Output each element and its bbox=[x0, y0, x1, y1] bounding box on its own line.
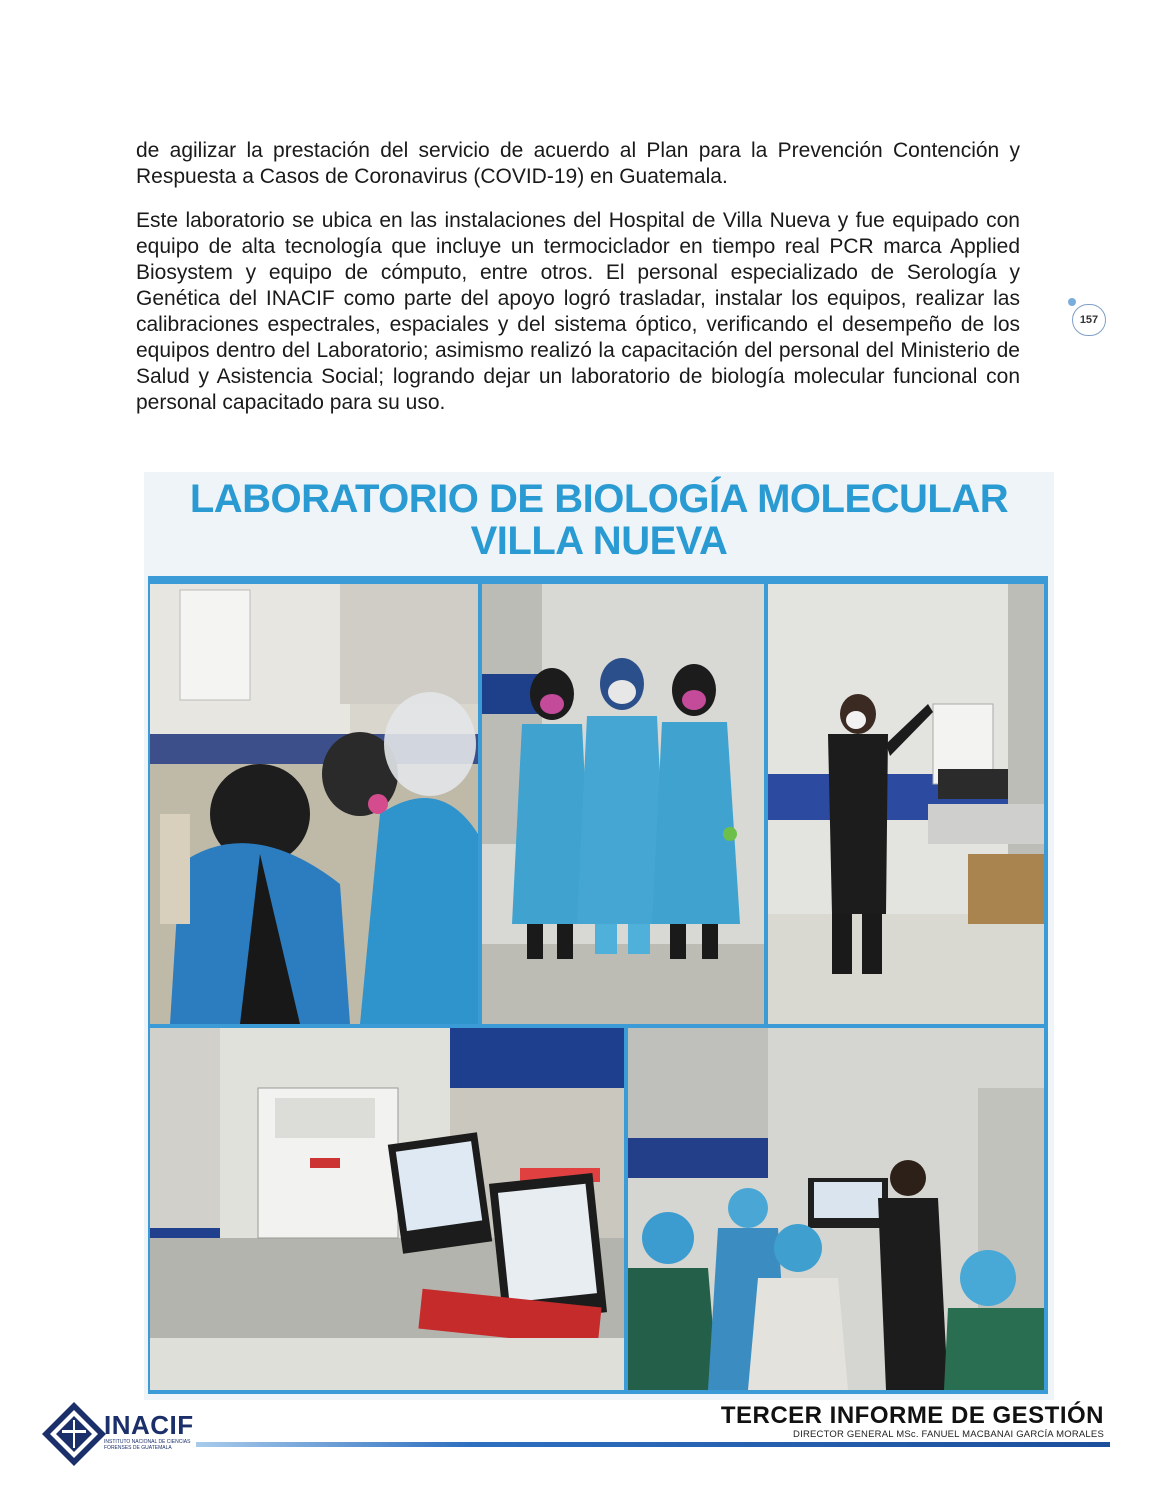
lab-photo-collage bbox=[144, 472, 1054, 1400]
footer-title: TERCER INFORME DE GESTIÓN bbox=[720, 1402, 1104, 1429]
photo-training-session bbox=[628, 1028, 1044, 1390]
figure-title bbox=[144, 478, 1054, 562]
figure-title-line-2: VILLA NUEVA bbox=[470, 519, 728, 563]
photo-biosafety-cabinet bbox=[150, 584, 478, 1024]
body-paragraph-2: Este laboratorio se ubica en las instalaciones del Hospital de Villa Nueva y fue equipado con equipo de alta tecnología que incluye un termociclador en tiempo real PCR marca Applied Biosystem y equipo de cómputo, entre otros. El personal especializado de Serología y Genética del INACIF como parte del apoyo logró trasladar, instalar los equipos, realizar las calibraciones espectrales, espaciales y del sistema óptico, verificando el desempeño de los equipos dentro del Laboratorio; asimismo realizó la capacitación del personal del Ministerio de Salud y Asistencia Social; logrando dejar un laboratorio de biología molecular funcional con personal capacitado para su uso. bbox=[136, 209, 1020, 414]
photo-team-in-ppe bbox=[482, 584, 764, 1024]
page-number-dot bbox=[1068, 298, 1076, 306]
logo-wordmark: INACIF bbox=[104, 1410, 194, 1440]
footer-subtitle: DIRECTOR GENERAL MSc. FANUEL MACBANAI GARCÍA MORALES bbox=[793, 1429, 1104, 1440]
photo-pcr-equipment bbox=[768, 584, 1044, 1024]
photo-frame bbox=[148, 576, 1048, 1394]
logo-subtext: INSTITUTO NACIONAL DE CIENCIAS FORENSES DE GUATEMALA bbox=[104, 1439, 191, 1451]
photo-thermocycler-laptops bbox=[150, 1028, 624, 1390]
footer-divider bbox=[196, 1442, 1110, 1447]
page-number: 157 bbox=[1072, 304, 1106, 336]
figure-title-line-1: LABORATORIO DE BIOLOGÍA MOLECULAR bbox=[189, 477, 1009, 521]
body-paragraph-1: de agilizar la prestación del servicio de acuerdo al Plan para la Prevención Contención y Respuesta a Casos de Coronavirus (COVID-19) en Guatemala. bbox=[136, 139, 1020, 188]
